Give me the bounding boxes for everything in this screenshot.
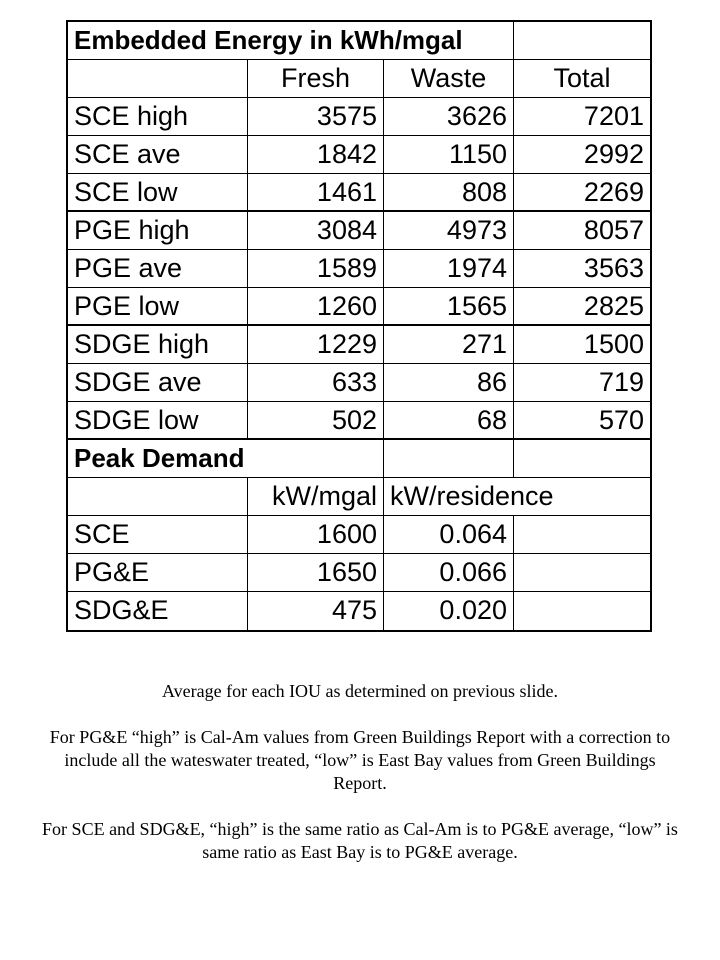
- table-row: [68, 592, 650, 630]
- waste-value: 1974: [384, 250, 514, 287]
- table-row: [68, 98, 650, 136]
- footnotes: [40, 680, 680, 887]
- table-row: [68, 174, 650, 212]
- total-value: 8057: [583, 215, 644, 245]
- table-row: [68, 212, 650, 250]
- energy-header-row: [68, 60, 650, 98]
- fresh-value: 3575: [248, 98, 384, 135]
- table-row: [68, 288, 650, 326]
- kw-residence-value: 0.064: [384, 516, 514, 553]
- table-row: [68, 402, 650, 440]
- waste-value: 3626: [384, 98, 514, 135]
- waste-value: 86: [384, 364, 514, 401]
- peak-table-title: Peak Demand: [68, 440, 384, 477]
- column-header-fresh: Fresh: [248, 60, 384, 97]
- empty-cell: [514, 440, 650, 477]
- waste-value: 808: [384, 174, 514, 210]
- empty-cell: [514, 554, 650, 591]
- table-row: [68, 516, 650, 554]
- total-value: 7201: [583, 101, 644, 131]
- row-label: SDGE high: [68, 326, 248, 363]
- empty-cell: [68, 478, 248, 515]
- total-value: 719: [598, 367, 644, 397]
- row-label: SDGE ave: [68, 364, 248, 401]
- waste-value: 68: [384, 402, 514, 438]
- empty-cell: [384, 440, 514, 477]
- column-header-kw-mgal: kW/mgal: [248, 478, 384, 515]
- table-row: [68, 326, 650, 364]
- total-value: 3563: [583, 253, 644, 283]
- peak-title-row: [68, 440, 650, 478]
- empty-cell: [514, 592, 650, 630]
- waste-value: 1565: [384, 288, 514, 324]
- fresh-value: 3084: [248, 212, 384, 249]
- row-label: SCE low: [68, 174, 248, 210]
- column-header-waste: Waste: [384, 60, 514, 97]
- waste-value: 1150: [384, 136, 514, 173]
- total-value: 2992: [583, 139, 644, 169]
- row-label: PG&E: [68, 554, 248, 591]
- column-header-total: Total: [553, 63, 611, 93]
- row-label: SDGE low: [68, 402, 248, 438]
- table-row: [68, 554, 650, 592]
- row-label: PGE ave: [68, 250, 248, 287]
- fresh-value: 1229: [248, 326, 384, 363]
- data-table: [66, 20, 652, 632]
- peak-header-row: [68, 478, 650, 516]
- note-paragraph: For PG&E “high” is Cal-Am values from Green Buildings Report with a correction to include all the wateswater treated, “low” is East Bay values from Green Buildings Report.: [49, 727, 671, 793]
- kw-mgal-value: 475: [248, 592, 384, 630]
- fresh-value: 1842: [248, 136, 384, 173]
- waste-value: 271: [384, 326, 514, 363]
- kw-residence-value: 0.020: [384, 592, 514, 630]
- fresh-value: 1461: [248, 174, 384, 210]
- kw-residence-value: 0.066: [384, 554, 514, 591]
- row-label: SCE ave: [68, 136, 248, 173]
- table-row: [68, 364, 650, 402]
- waste-value: 4973: [384, 212, 514, 249]
- total-value: 2269: [583, 177, 644, 207]
- row-label: PGE high: [68, 212, 248, 249]
- note-paragraph: For SCE and SDG&E, “high” is the same ratio as Cal-Am is to PG&E average, “low” is same ratio as East Bay is to PG&E average.: [42, 819, 678, 862]
- fresh-value: 1589: [248, 250, 384, 287]
- row-label: SCE: [68, 516, 248, 553]
- empty-cell: [68, 60, 248, 97]
- table-row: [68, 250, 650, 288]
- energy-table-title: Embedded Energy in kWh/mgal: [68, 22, 514, 59]
- empty-cell: [514, 516, 650, 553]
- table-row: [68, 136, 650, 174]
- total-value: 1500: [583, 329, 644, 359]
- row-label: PGE low: [68, 288, 248, 324]
- energy-title-row: [68, 22, 650, 60]
- row-label: SCE high: [68, 98, 248, 135]
- empty-cell: [514, 22, 650, 59]
- kw-mgal-value: 1650: [248, 554, 384, 591]
- note-paragraph: Average for each IOU as determined on previous slide.: [161, 681, 559, 701]
- column-header-kw-residence: kW/residence: [390, 481, 554, 511]
- fresh-value: 502: [248, 402, 384, 438]
- fresh-value: 633: [248, 364, 384, 401]
- total-value: 2825: [583, 291, 644, 321]
- row-label: SDG&E: [68, 592, 248, 630]
- fresh-value: 1260: [248, 288, 384, 324]
- kw-mgal-value: 1600: [248, 516, 384, 553]
- total-value: 570: [598, 405, 644, 435]
